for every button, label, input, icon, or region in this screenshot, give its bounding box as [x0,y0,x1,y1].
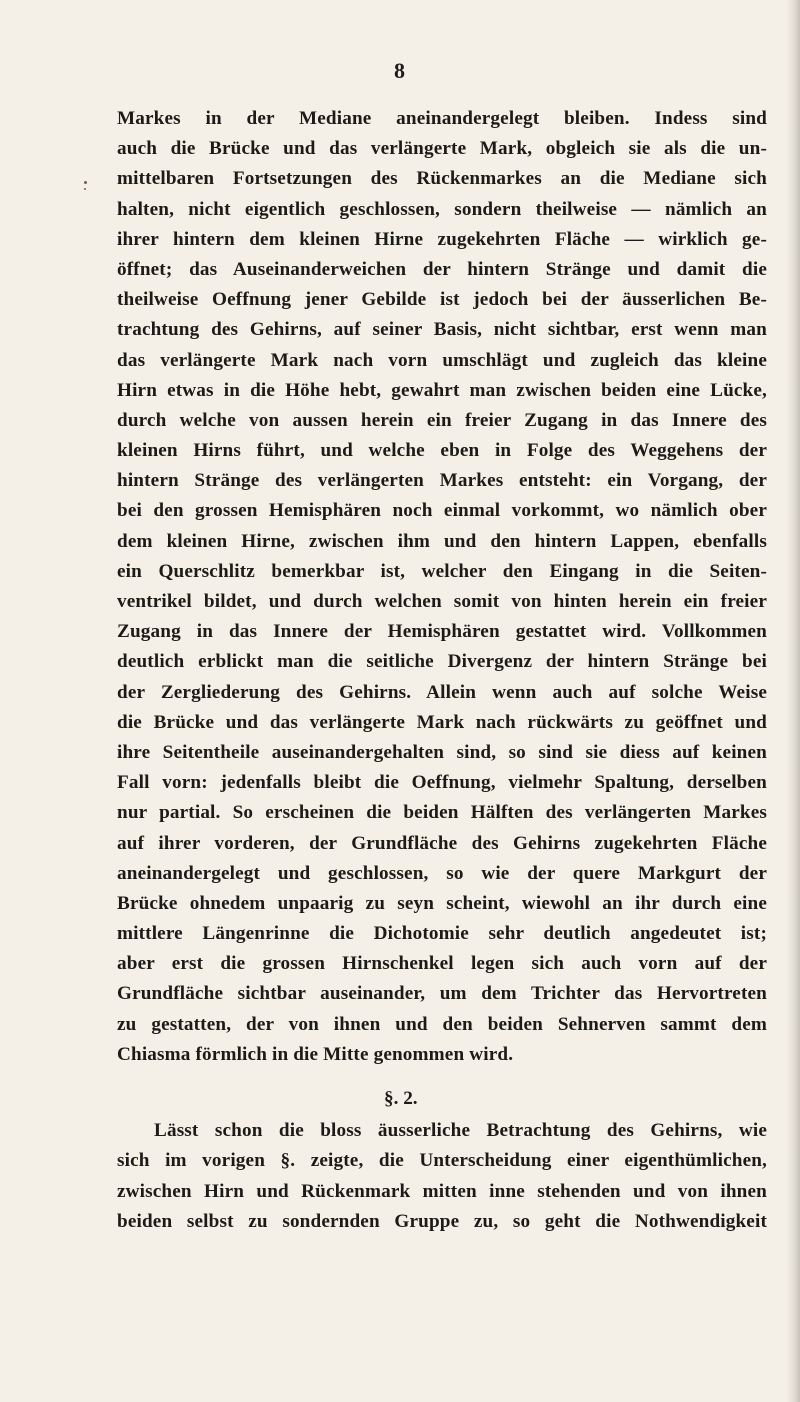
text-line: theilweise Oeffnung jener Gebilde ist jedoch bei der äusserlichen Be- [117,289,767,311]
text-line: die Brücke und das verlängerte Mark nach rückwärts zu geöffnet und [117,711,767,733]
text-line: öffnet; das Auseinanderweichen der hintern Stränge und damit die [117,258,767,280]
text-line: ihre Seitentheile auseinandergehalten sind, so sind sie diess auf keinen [117,741,767,763]
text-line: nur partial. So erscheinen die beiden Hälften des verlängerten Markes [117,802,767,824]
text-line: aber erst die grossen Hirnschenkel legen sich auch vorn auf der [117,953,767,975]
text-line: der Zergliederung des Gehirns. Allein wenn auch auf solche Weise [117,681,767,703]
page-edge-shadow [786,0,800,1402]
text-line: dem kleinen Hirne, zwischen ihm und den hintern Lappen, ebenfalls [117,530,767,552]
text-line: Markes in der Mediane aneinandergelegt bleiben. Indess sind [117,108,767,129]
text-line: beiden selbst zu sondernden Gruppe zu, so geht die Nothwendigkeit [117,1210,767,1232]
text-line: mittelbaren Fortsetzungen des Rückenmarkes an die Mediane sich [117,168,767,190]
text-line: durch welche von aussen herein ein freier Zugang in das Innere des [117,409,767,431]
text-line: Grundfläche sichtbar auseinander, um dem Trichter das Hervortreten [117,983,767,1005]
text-line: halten, nicht eigentlich geschlossen, sondern theilweise — nämlich an [117,198,767,220]
text-line: auch die Brücke und das verlängerte Mark, obgleich sie als die un- [117,138,767,160]
text-line: zu gestatten, der von ihnen und den beiden Sehnerven sammt dem [117,1013,767,1035]
text-line: sich im vorigen §. zeigte, die Unterscheidung einer eigenthümlichen, [117,1150,767,1172]
text-line: mittlere Längenrinne die Dichotomie sehr deutlich angedeutet ist; [117,923,767,945]
text-line: trachtung des Gehirns, auf seiner Basis, nicht sichtbar, erst wenn man [117,319,767,341]
text-line: Brücke ohnedem unpaarig zu seyn scheint, wiewohl an ihr durch eine [117,892,767,914]
text-line: Zugang in das Innere der Hemisphären gestattet wird. Vollkommen [117,621,767,643]
ink-speck [84,181,87,184]
section-heading: §. 2. [384,1088,418,1109]
body-text [117,104,767,1237]
text-line: Fall vorn: jedenfalls bleibt die Oeffnung, vielmehr Spaltung, derselben [117,772,767,794]
text-line: ventrikel bildet, und durch welchen somit von hinten herein ein freier [117,591,767,612]
paragraph-2 [117,1116,767,1237]
text-line: auf ihrer vorderen, der Grundfläche des Gehirns zugekehrten Fläche [117,832,767,854]
text-line: Lässt schon die bloss äusserliche Betrachtung des Gehirns, wie [154,1120,767,1142]
text-line: bei den grossen Hemisphären noch einmal vorkommt, wo nämlich ober [117,500,767,522]
text-line: aneinandergelegt und geschlossen, so wie der quere Markgurt der [117,862,767,884]
text-line: kleinen Hirns führt, und welche eben in Folge des Weggehens der [117,440,767,462]
text-line: Chiasma förmlich in die Mitte genommen wird. [117,1043,514,1065]
page-number: 8 [394,58,406,83]
text-line: zwischen Hirn und Rückenmark mitten inne stehenden und von ihnen [117,1180,767,1202]
text-line: Hirn etwas in die Höhe hebt, gewahrt man zwischen beiden eine Lücke, [117,379,767,401]
text-line: deutlich erblickt man die seitliche Divergenz der hintern Stränge bei [117,651,767,673]
text-line: ein Querschlitz bemerkbar ist, welcher den Eingang in die Seiten- [117,560,767,582]
ink-speck [84,188,86,190]
paragraph-1 [117,104,767,1070]
text-line: ihrer hintern dem kleinen Hirne zugekehrten Fläche — wirklich ge- [117,228,767,250]
text-line: hintern Stränge des verlängerten Markes entsteht: ein Vorgang, der [117,470,767,492]
text-line: das verlängerte Mark nach vorn umschlägt und zugleich das kleine [117,349,767,371]
